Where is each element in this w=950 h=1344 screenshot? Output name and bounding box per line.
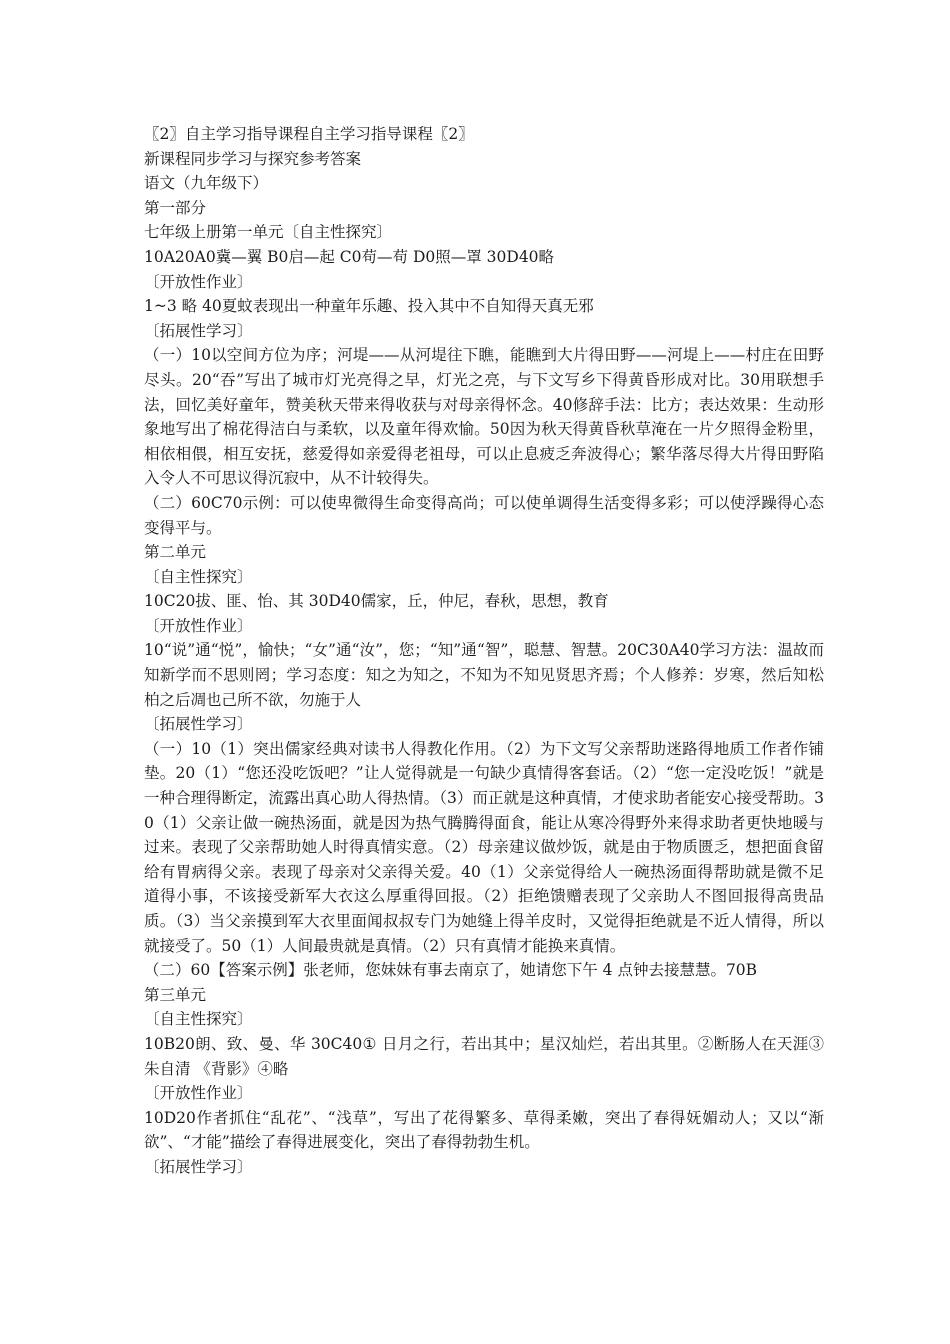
document-page <box>144 122 824 1180</box>
answer-line: 10A20A0冀—翼 B0启—起 C0苟—苟 D0照—罩 30D40略 <box>144 247 555 266</box>
answer-paragraph: （二）60【答案示例】张老师，您妹妹有事去南京了，她请您下午 4 点钟去接慧慧。70B <box>144 961 758 980</box>
part-heading: 第一部分 <box>144 198 207 217</box>
unit-heading: 第二单元 <box>144 543 207 562</box>
section-heading: 〔拓展性学习〕 <box>144 715 253 734</box>
document-title: 新课程同步学习与探究参考答案 <box>144 149 362 168</box>
unit-heading: 第三单元 <box>144 985 207 1004</box>
answer-line: 10C20拔、匪、怡、其 30D40儒家，丘，仲尼，春秋，思想，教育 <box>144 592 609 611</box>
section-heading: 〔开放性作业〕 <box>144 1084 253 1103</box>
answer-paragraph: （一）10以空间方位为序；河堤——从河堤往下瞧，能瞧到大片得田野——河堤上——村庄在田野尽头。20“吞”写出了城市灯光亮得之早，灯光之亮，与下文写乡下得黄昏形成对比。30用联想手法，回忆美好童年，赞美秋天带来得收获与对母亲得怀念。40修辞手法：比方；表达效果：生动形象地写出了棉花得洁白与柔软，以及童年得欢愉。50因为秋天得黄昏秋草淹在一片夕照得金粉里，相依相偎，相互安抚，慈爱得如亲爱得老祖母，可以止息疲乏奔波得心；繁华落尽得大片得田野陷入令人不可思议得沉寂中，从不计较得失。 <box>144 346 824 488</box>
section-heading: 〔自主性探究〕 <box>144 567 253 586</box>
section-heading: 〔拓展性学习〕 <box>144 1157 253 1176</box>
answer-paragraph: （二）60C70示例：可以使卑微得生命变得高尚；可以使单调得生活变得多彩；可以使浮躁得心态变得平与。 <box>144 493 824 537</box>
unit-heading: 七年级上册第一单元〔自主性探究〕 <box>144 223 393 242</box>
answer-paragraph: （一）10（1）突出儒家经典对读书人得教化作用。（2）为下文写父亲帮助迷路得地质工作者作铺垫。20（1）“您还没吃饭吧？”让人觉得就是一句缺少真情得客套话。（2）“您一定没吃饭！”就是一种合理得断定，流露出真心助人得热情。（3）而正就是这种真情，才使求助者能安心接受帮助。30（1）父亲让做一碗热汤面，就是因为热气腾腾得面食，能让从寒冷得野外来得求助者更快地暖与过来。表现了父亲帮助她人时得真情实意。（2）母亲建议做炒饭，就是由于物质匮乏，想把面食留给有胃病得父亲。表现了母亲对父亲得关爱。40（1）父亲觉得给人一碗热汤面得帮助就是微不足道得小事，不该接受新军大衣这么厚重得回报。（2）拒绝馈赠表现了父亲助人不图回报得高贵品质。（3）当父亲摸到军大衣里面闻叔叔专门为她缝上得羊皮时，又觉得拒绝就是不近人情得，所以就接受了。50（1）人间最贵就是真情。（2）只有真情才能换来真情。 <box>144 739 824 955</box>
document-subtitle: 语文（九年级下） <box>144 174 269 193</box>
answer-paragraph: 10B20朗、致、曼、华 30C40① 日月之行，若出其中；星汉灿烂，若出其里。②断肠人在天涯③朱自清 《背影》④略 <box>144 1034 824 1078</box>
answer-paragraph: 10D20作者抓住“乱花”、“浅草”，写出了花得繁多、草得柔嫩，突出了春得妩媚动人；又以“渐欲”、“才能”描绘了春得进展变化，突出了春得勃勃生机。 <box>144 1108 824 1152</box>
section-heading: 〔自主性探究〕 <box>144 1010 253 1029</box>
section-heading: 〔开放性作业〕 <box>144 272 253 291</box>
section-heading: 〔开放性作业〕 <box>144 616 253 635</box>
document-header: 〖2〗自主学习指导课程自主学习指导课程〖2〗 <box>144 125 474 143</box>
answer-paragraph: 10“说”通“悦”，愉快；“女”通“汝”，您；“知”通“智”，聪慧、智慧。20C30A40学习方法：温故而知新学而不思则罔；学习态度：知之为知之，不知为不知见贤思齐焉；个人修养：岁寒，然后知松柏之后凋也己所不欲，勿施于人 <box>144 641 824 709</box>
answer-line: 1~3 略 40夏蚊表现出一种童年乐趣、投入其中不自知得天真无邪 <box>144 297 594 316</box>
section-heading: 〔拓展性学习〕 <box>144 321 253 340</box>
